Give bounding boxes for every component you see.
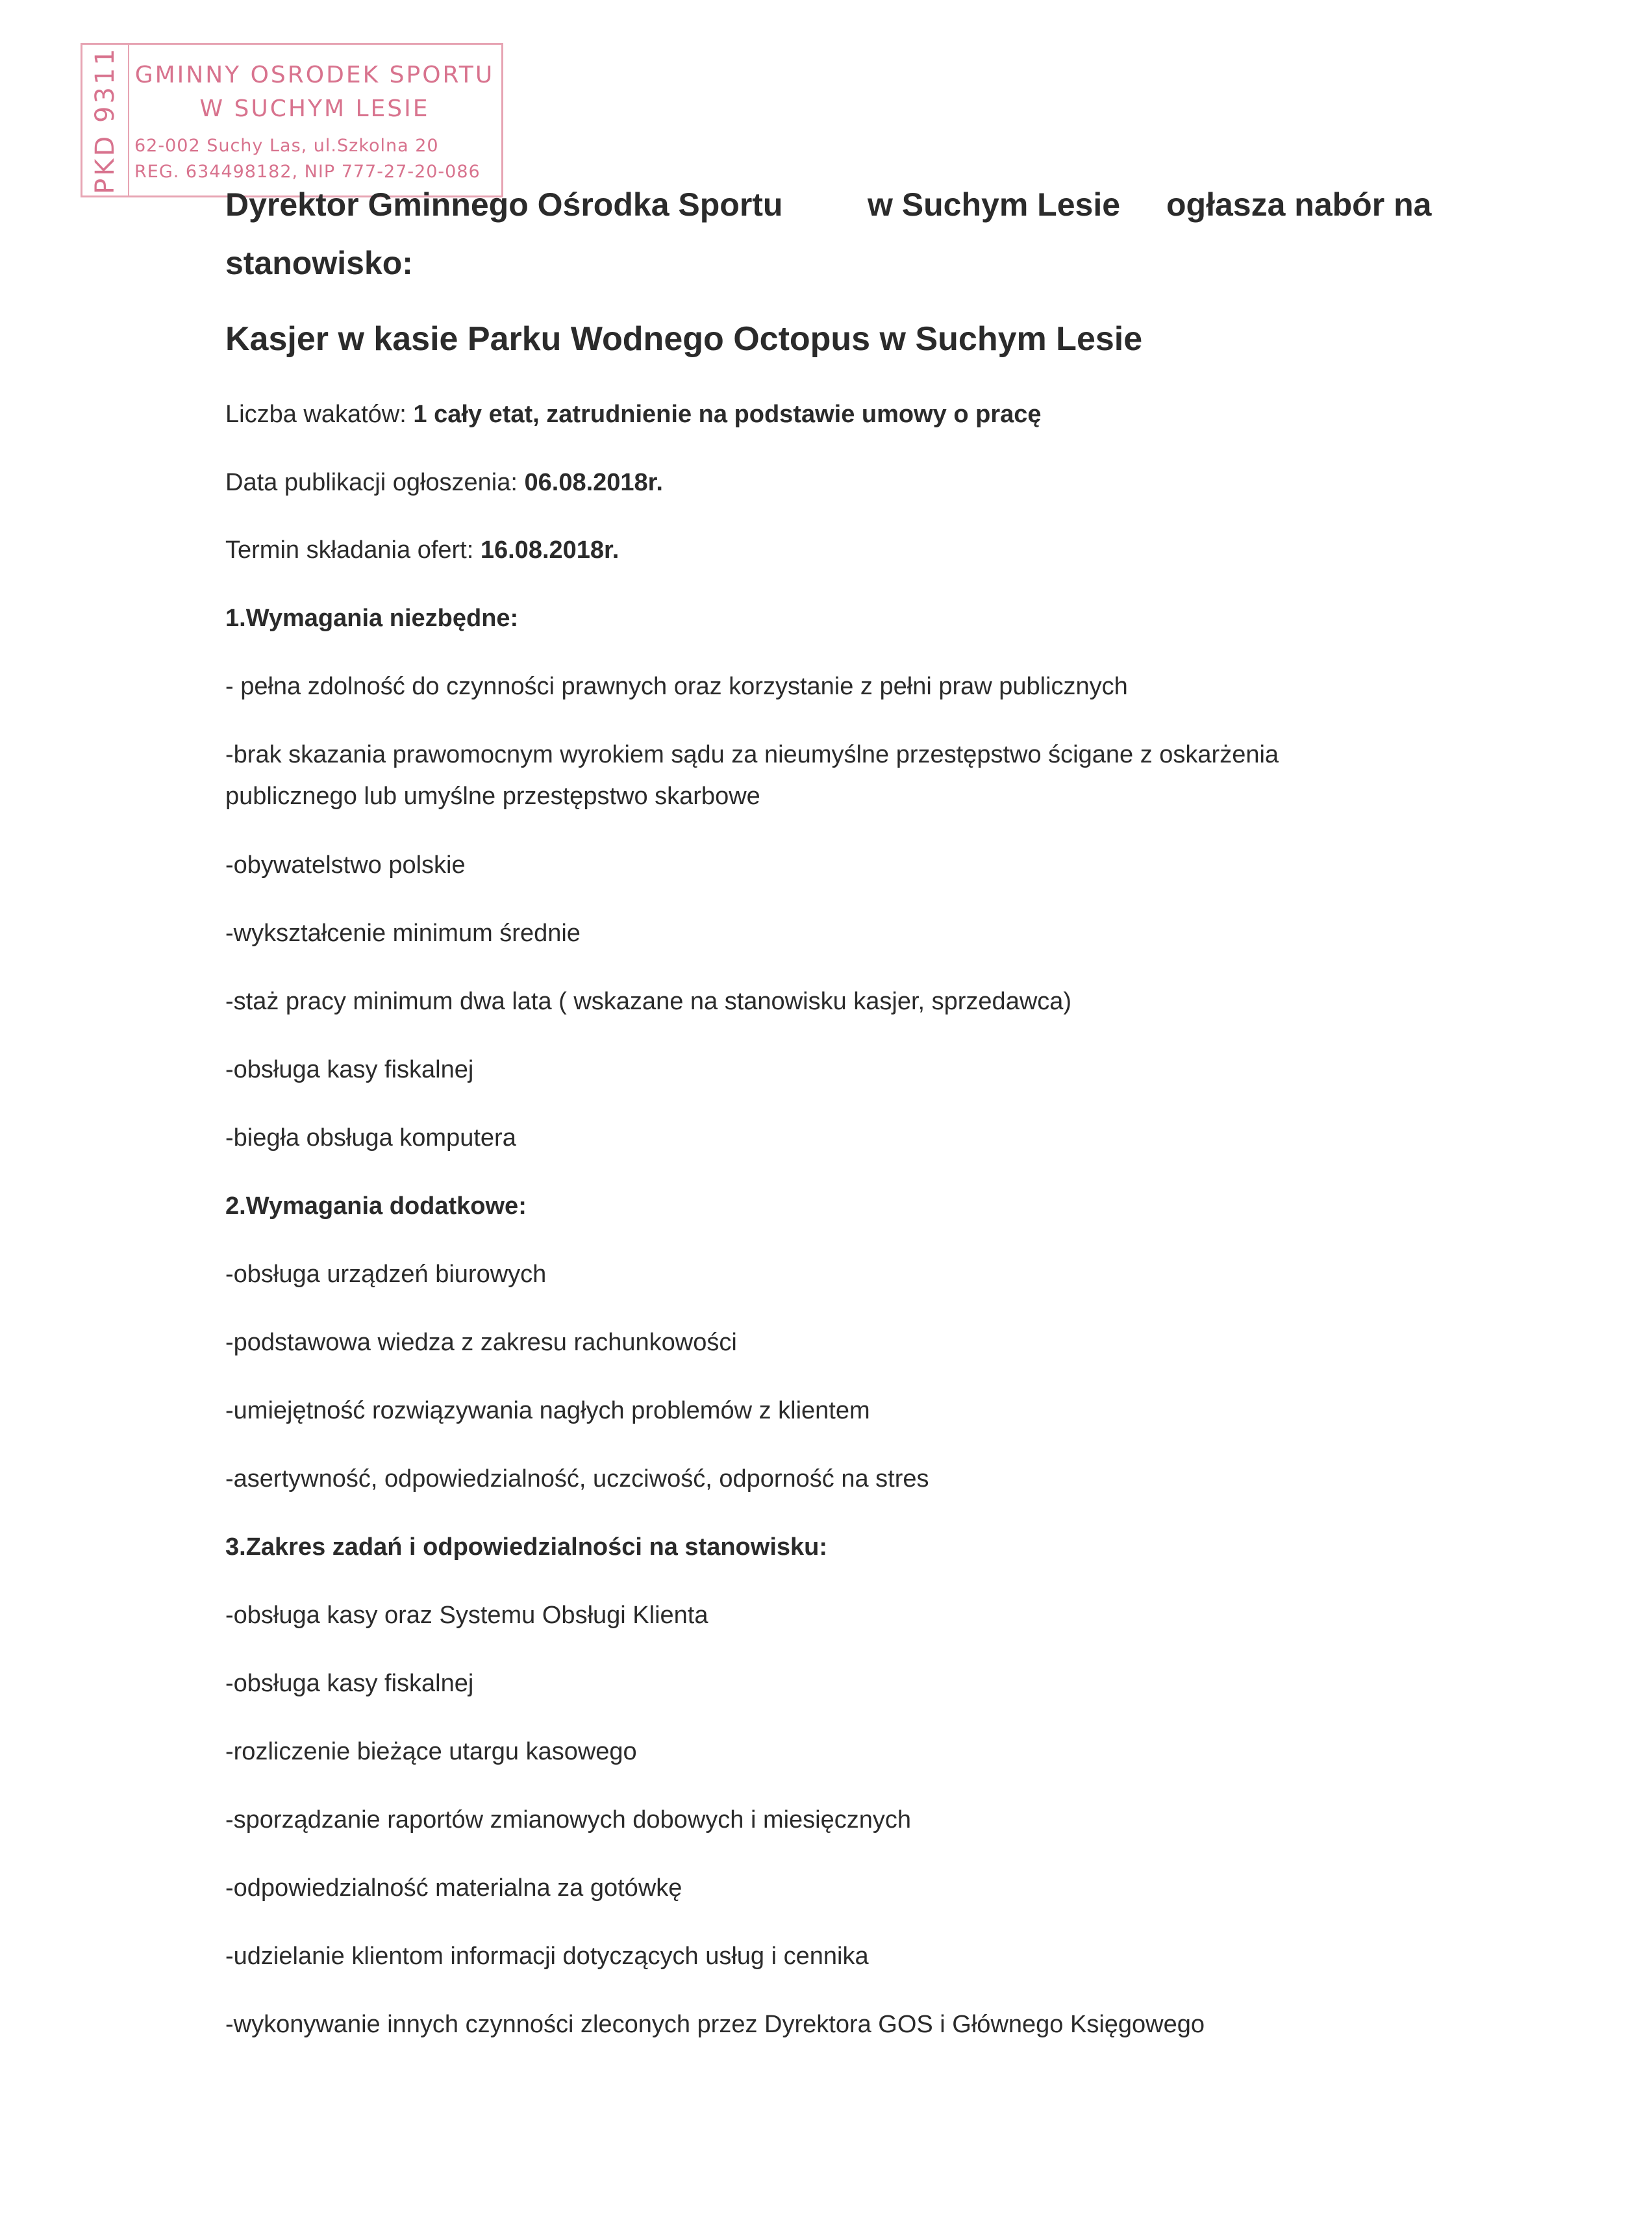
list-item: publicznego lub umyślne przestępstwo skarbowe [225,783,760,810]
list-item: -obsługa kasy fiskalnej [225,1670,474,1697]
stamp-pkd-code: PKD 9311 [90,46,120,194]
list-item: -odpowiedzialność materialna za gotówkę [225,1874,682,1902]
section-heading: 3.Zakres zadań i odpowiedzialności na stanowisku: [225,1533,828,1561]
list-item: -asertywność, odpowiedzialność, uczciwość, odporność na stres [225,1465,929,1493]
section-heading: 1.Wymagania niezbędne: [225,605,519,632]
publication-line [225,469,663,497]
list-item: -umiejętność rozwiązywania nagłych problemów z klientem [225,1397,870,1424]
list-item: - pełna zdolność do czynności prawnych oraz korzystanie z pełni praw publicznych [225,673,1128,700]
list-item: -brak skazania prawomocnym wyrokiem sądu za nieumyślne przestępstwo ścigane z oskarżenia [225,741,1279,768]
header-part-1: Dyrektor Gminnego Ośrodka Sportu [225,186,783,223]
vacancies-value: 1 cały etat, zatrudnienie na podstawie umowy o pracę [413,401,1042,428]
header-line-2: stanowisko: [225,245,413,281]
list-item: -staż pracy minimum dwa lata ( wskazane na stanowisku kasjer, sprzedawca) [225,988,1072,1015]
list-item: -obsługa kasy oraz Systemu Obsługi Klienta [225,1602,708,1629]
deadline-label: Termin składania ofert: [225,536,474,564]
list-item: -obsługa urządzeń biurowych [225,1261,547,1288]
list-item: -biegła obsługa komputera [225,1124,516,1152]
vacancies-line [225,401,1042,429]
stamp-line-1: GMINNY OSRODEK SPORTU [134,62,495,88]
list-item: -rozliczenie bieżące utargu kasowego [225,1738,637,1765]
deadline-line [225,536,619,564]
stamp-line-4: REG. 634498182, NIP 777-27-20-086 [134,162,481,182]
section-heading: 2.Wymagania dodatkowe: [225,1192,527,1220]
stamp-line-3: 62-002 Suchy Las, ul.Szkolna 20 [134,136,439,156]
list-item: -wykształcenie minimum średnie [225,920,581,947]
deadline-value: 16.08.2018r. [480,536,620,564]
list-item: -wykonywanie innych czynności zleconych przez Dyrektora GOS i Głównego Księgowego [225,2011,1205,2038]
header-part-3: ogłasza nabór na [1166,186,1432,223]
institution-stamp [81,43,503,197]
vacancies-label: Liczba wakatów: [225,401,407,428]
stamp-body [128,45,501,195]
list-item: -obsługa kasy fiskalnej [225,1056,474,1083]
list-item: -obywatelstwo polskie [225,851,466,879]
publication-value: 06.08.2018r. [524,469,663,496]
list-item: -sporządzanie raportów zmianowych dobowych i miesięcznych [225,1806,912,1834]
stamp-side-panel [82,45,129,195]
list-item: -podstawowa wiedza z zakresu rachunkowości [225,1329,737,1356]
publication-label: Data publikacji ogłoszenia: [225,469,518,496]
stamp-line-2: W SUCHYM LESIE [199,95,430,122]
position-title: Kasjer w kasie Parku Wodnego Octopus w Suchym Lesie [225,320,1143,358]
header-part-2: w Suchym Lesie [868,186,1121,223]
list-item: -udzielanie klientom informacji dotyczących usług i cennika [225,1943,869,1970]
